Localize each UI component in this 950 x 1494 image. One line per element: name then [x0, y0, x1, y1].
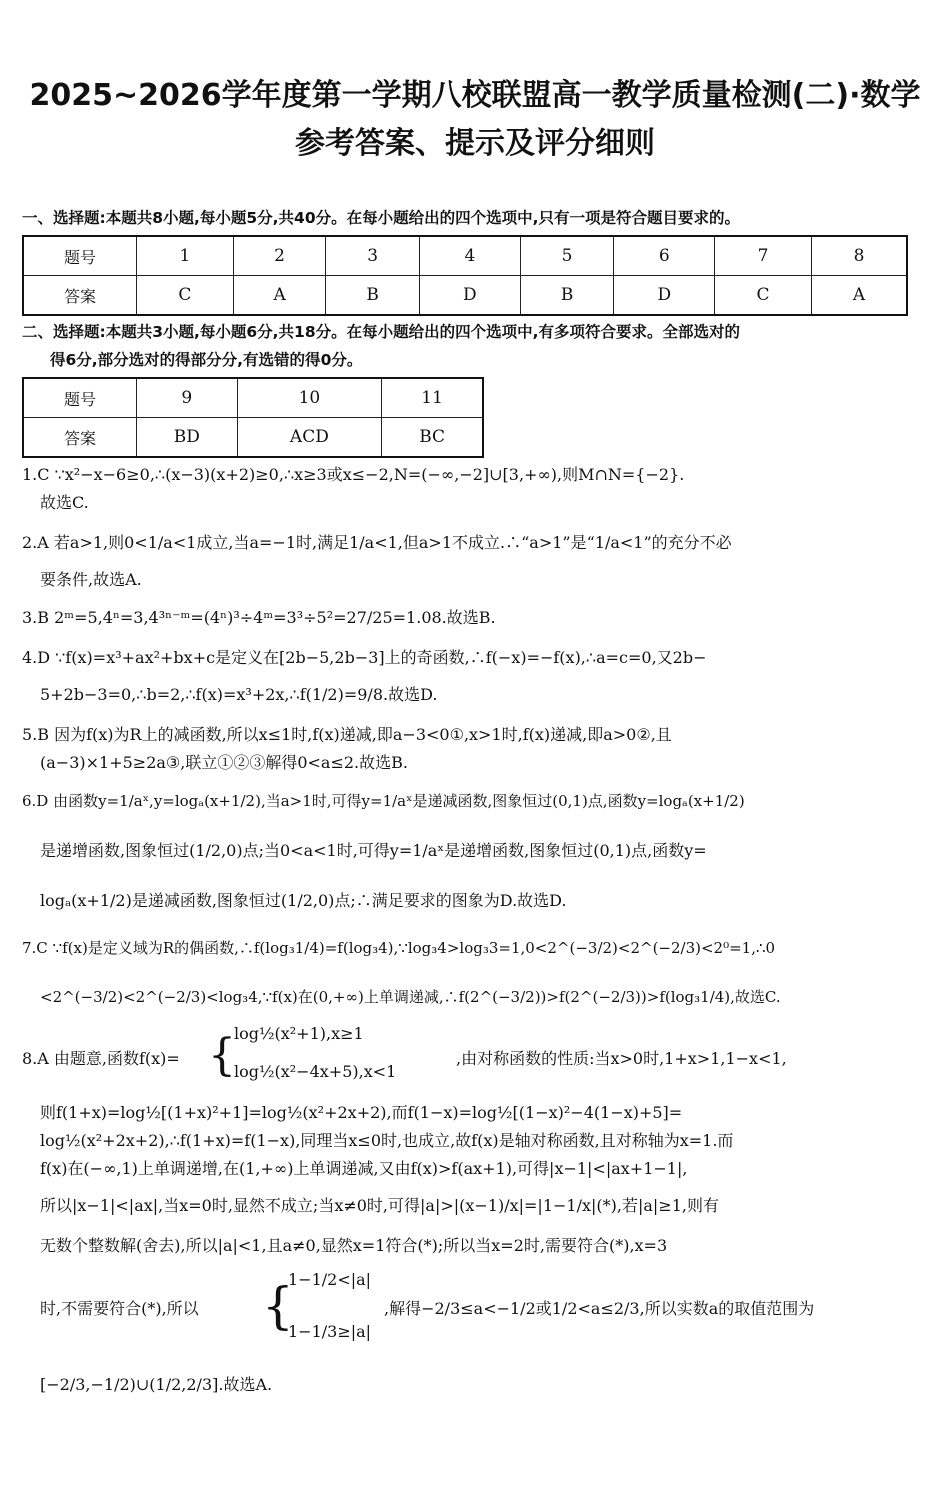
solution-7-line2: <2^(−3/2)<2^(−2/3)<log₃4,∵f(x)在(0,+∞)上单调递减,∴f(2^(−3/2))>f(2^(−2/3))>f(log₃1/4),故选C. — [40, 988, 781, 1006]
page-title: 2025~2026学年度第一学期八校联盟高一教学质量检测(二)·数学 — [29, 78, 921, 113]
solution-8-line7-end: ,解得−2/3≤a<−1/2或1/2<a≤2/3,所以实数a的取值范围为 — [384, 1299, 815, 1318]
solution-8-line5: 所以|x−1|<|ax|,当x=0时,显然不成立;当x≠0时,可得|a|>|(x−1)/x|=|1−1/x|(*),若|a|≥1,则有 — [40, 1196, 719, 1215]
row-label: 题号 — [23, 378, 137, 418]
answer-cell: BC — [382, 418, 483, 458]
solution-8-line7-start: 时,不需要符合(*),所以 — [40, 1299, 199, 1318]
row-label: 答案 — [23, 276, 137, 316]
solution-4-line2: 5+2b−3=0,∴b=2,∴f(x)=x³+2x,∴f(1/2)=9/8.故选D. — [40, 685, 438, 704]
solution-3-line1: 3.B 2ᵐ=5,4ⁿ=3,4³ⁿ⁻ᵐ=(4ⁿ)³÷4ᵐ=3³÷5²=27/25=1.08.故选B. — [22, 608, 496, 627]
system-condition-2: 1−1/3≥|a| — [288, 1322, 372, 1341]
answer-cell: A — [811, 276, 907, 316]
solution-7-line1: 7.C ∵f(x)是定义域为R的偶函数,∴f(log₃1/4)=f(log₃4),∵log₃4>log₃3=1,0<2^(−3/2)<2^(−2/3)<2⁰=1,∴0 — [22, 939, 776, 957]
solution-8-line8: [−2/3,−1/2)∪(1/2,2/3].故选A. — [40, 1375, 273, 1394]
question-number: 2 — [233, 236, 325, 276]
table-row — [23, 236, 907, 276]
answer-cell: A — [233, 276, 325, 316]
answer-cell: B — [326, 276, 420, 316]
system-condition-1: 1−1/2<|a| — [288, 1270, 372, 1289]
section1-answer-table — [22, 235, 908, 316]
solution-8-line3: log½(x²+2x+2),∴f(1+x)=f(1−x),同理当x≤0时,也成立,故f(x)是轴对称函数,且对称轴为x=1.而 — [40, 1131, 734, 1150]
solution-1-line2: 故选C. — [40, 493, 89, 512]
answer-cell: D — [614, 276, 715, 316]
solution-8-line4: f(x)在(−∞,1)上单调递增,在(1,+∞)上单调递减,又由f(x)>f(ax+1),可得|x−1|<|ax+1−1|, — [40, 1159, 688, 1178]
piecewise-case-2: log½(x²−4x+5),x<1 — [234, 1062, 397, 1081]
solution-5-line2: (a−3)×1+5≥2a③,联立①②③解得0<a≤2.故选B. — [40, 753, 408, 772]
question-number: 10 — [237, 378, 382, 418]
section2-heading-line2: 得6分,部分选对的得部分分,有选错的得0分。 — [50, 351, 363, 369]
question-number: 7 — [715, 236, 812, 276]
solution-2-line1: 2.A 若a>1,则0<1/a<1成立,当a=−1时,满足1/a<1,但a>1不成立.∴“a>1”是“1/a<1”的充分不必 — [22, 533, 732, 552]
piecewise-brace: { — [208, 1030, 236, 1081]
answer-cell: B — [520, 276, 614, 316]
question-number: 11 — [382, 378, 483, 418]
answer-cell: C — [715, 276, 812, 316]
solution-6-line1: 6.D 由函数y=1/aˣ,y=logₐ(x+1/2),当a>1时,可得y=1/aˣ是递减函数,图象恒过(0,1)点,函数y=logₐ(x+1/2) — [22, 792, 745, 810]
answer-cell: BD — [137, 418, 238, 458]
solution-8-line1-end: ,由对称函数的性质:当x>0时,1+x>1,1−x<1, — [456, 1049, 787, 1068]
row-label: 答案 — [23, 418, 137, 458]
question-number: 8 — [811, 236, 907, 276]
table-row — [23, 276, 907, 316]
answer-cell: ACD — [237, 418, 382, 458]
piecewise-case-1: log½(x²+1),x≥1 — [234, 1024, 364, 1043]
section1-heading: 一、选择题:本题共8小题,每小题5分,共40分。在每小题给出的四个选项中,只有一项是符合题目要求的。 — [22, 209, 741, 227]
question-number: 3 — [326, 236, 420, 276]
solution-8-line6: 无数个整数解(舍去),所以|a|<1,且a≠0,显然x=1符合(*);所以当x=2时,需要符合(*),x=3 — [40, 1236, 668, 1255]
system-brace: { — [262, 1277, 294, 1335]
solution-6-line2: 是递增函数,图象恒过(1/2,0)点;当0<a<1时,可得y=1/aˣ是递增函数,图象恒过(0,1)点,函数y= — [40, 841, 707, 860]
solution-6-line3: logₐ(x+1/2)是递减函数,图象恒过(1/2,0)点;∴满足要求的图象为D.故选D. — [40, 891, 567, 910]
question-number: 9 — [137, 378, 238, 418]
solution-8-line1-start: 8.A 由题意,函数f(x)= — [22, 1049, 180, 1068]
solution-4-line1: 4.D ∵f(x)=x³+ax²+bx+c是定义在[2b−5,2b−3]上的奇函数,∴f(−x)=−f(x),∴a=c=0,又2b− — [22, 648, 707, 667]
answer-cell: D — [420, 276, 521, 316]
section2-heading-line1: 二、选择题:本题共3小题,每小题6分,共18分。在每小题给出的四个选项中,有多项符合要求。全部选对的 — [22, 323, 741, 341]
section2-answer-table — [22, 377, 484, 458]
row-label: 题号 — [23, 236, 137, 276]
solution-8-line2: 则f(1+x)=log½[(1+x)²+1]=log½(x²+2x+2),而f(1−x)=log½[(1−x)²−4(1−x)+5]= — [40, 1103, 683, 1122]
question-number: 5 — [520, 236, 614, 276]
solution-2-line2: 要条件,故选A. — [40, 570, 142, 589]
solution-5-line1: 5.B 因为f(x)为R上的减函数,所以x≤1时,f(x)递减,即a−3<0①,x>1时,f(x)递减,即a>0②,且 — [22, 725, 672, 744]
table-row — [23, 378, 483, 418]
answer-cell: C — [137, 276, 234, 316]
page-subtitle: 参考答案、提示及评分细则 — [295, 126, 655, 161]
question-number: 4 — [420, 236, 521, 276]
table-row — [23, 418, 483, 458]
question-number: 1 — [137, 236, 234, 276]
question-number: 6 — [614, 236, 715, 276]
solution-1-line1: 1.C ∵x²−x−6≥0,∴(x−3)(x+2)≥0,∴x≥3或x≤−2,N=(−∞,−2]∪[3,+∞),则M∩N={−2}. — [22, 465, 685, 484]
